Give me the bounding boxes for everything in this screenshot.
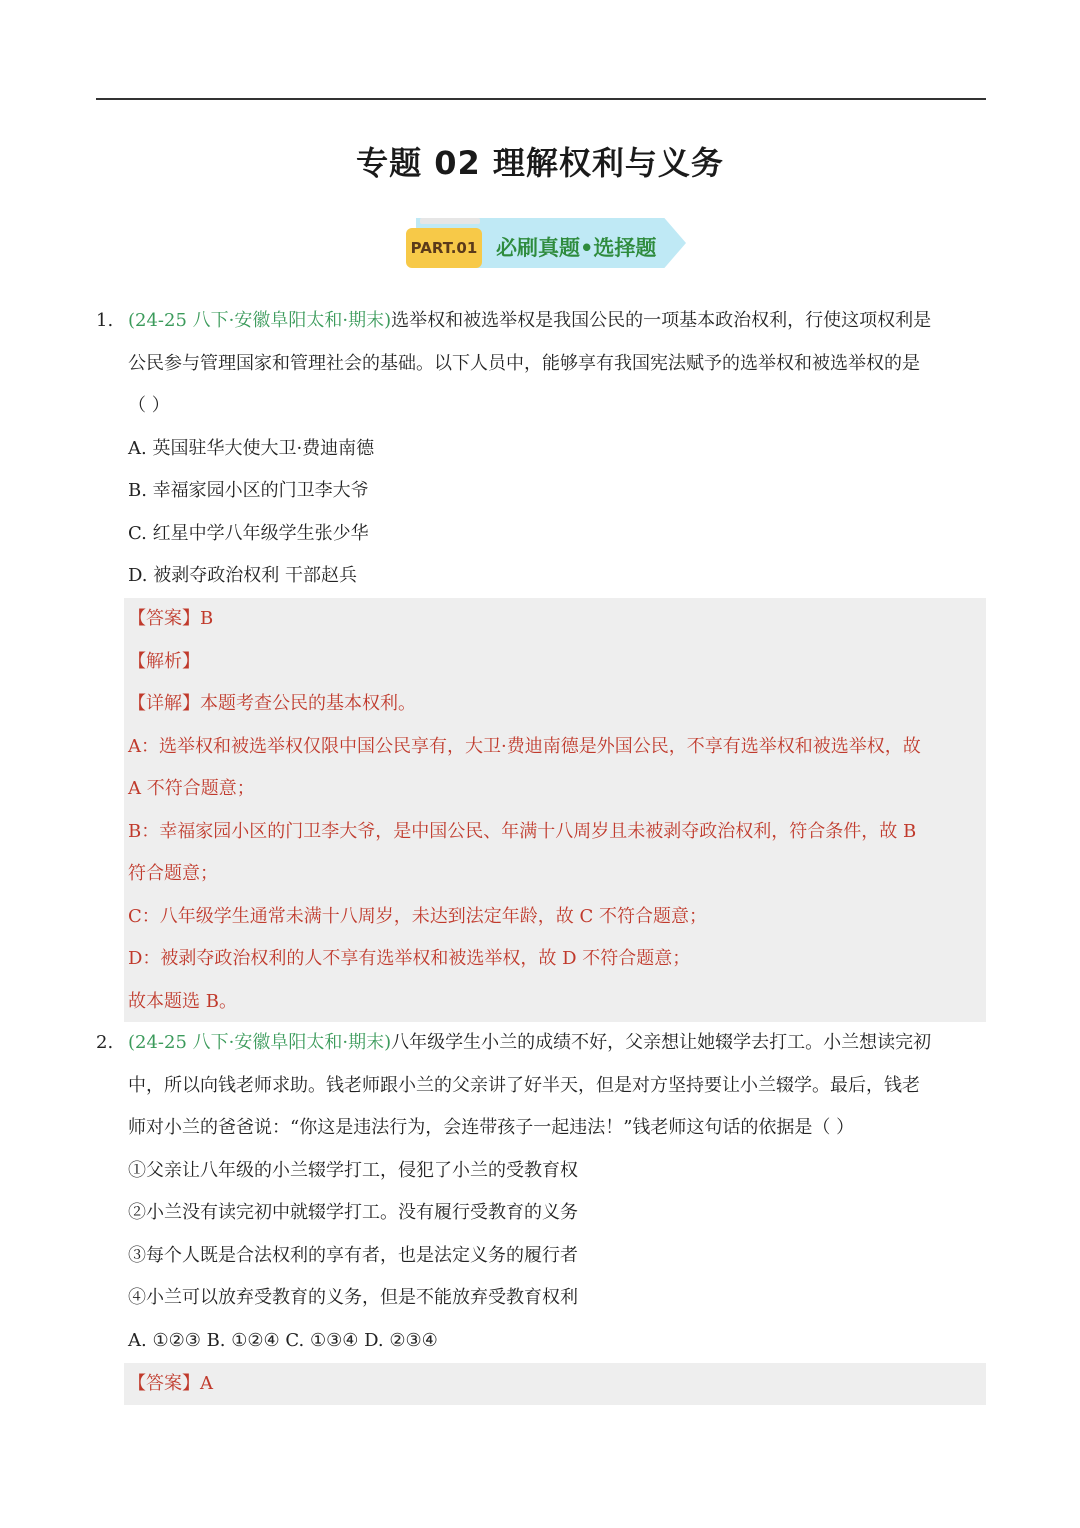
detail-line: 【详解】本题考查公民的基本权利。 — [128, 693, 416, 714]
explanation-c: C：八年级学生通常未满十八周岁，未达到法定年龄，故 C 不符合题意； — [128, 905, 707, 927]
answer-box-2 — [124, 1363, 986, 1405]
explanation-b-cont: 符合题意； — [128, 863, 218, 884]
question-stem-line: 师对小兰的爸爸说：“你这是违法行为，会连带孩子一起违法！”钱老师这句话的依据是（ ） — [128, 1117, 855, 1138]
badge-section-label: 必刷真题•选择题 — [496, 236, 657, 260]
explanation-a-cont: A 不符合题意； — [128, 778, 255, 799]
question-stem-line — [128, 300, 976, 343]
statement-3: ③每个人既是合法权利的享有者，也是法定义务的履行者 — [128, 1244, 578, 1266]
answer-choices: A. ①②③ B. ①②④ C. ①③④ D. ②③④ — [128, 1329, 438, 1351]
explanation-a: A：选举权和被选举权仅限中国公民享有，大卫·费迪南德是外国公民，不享有选举权和被选举权，故 — [128, 735, 921, 757]
question-stem-line: 公民参与管理国家和管理社会的基础。以下人员中，能够享有我国宪法赋予的选举权和被选举权的是 — [128, 352, 920, 374]
explanation-d: D：被剥夺政治权利的人不享有选举权和被选举权，故 D 不符合题意； — [128, 948, 691, 969]
answer-box-1 — [124, 598, 986, 1022]
option-a: A. 英国驻华大使大卫·费迪南德 — [128, 437, 375, 459]
question-blank: （ ） — [128, 395, 170, 416]
conclusion: 故本题选 B。 — [128, 990, 237, 1012]
badge-tab — [420, 218, 480, 224]
question-2 — [96, 1022, 976, 1362]
question-stem-line — [128, 1022, 976, 1065]
question-stem-line: 中，所以向钱老师求助。钱老师跟小兰的父亲讲了好半天，但是对方坚持要让小兰辍学。最后，钱老 — [128, 1074, 920, 1096]
question-number: 1. — [96, 310, 114, 331]
answer-label: 【答案】A — [128, 1373, 213, 1394]
stem-text: 选举权和被选举权是我国公民的一项基本政治权利，行使这项权利是 — [391, 310, 932, 331]
answer-label: 【答案】B — [128, 608, 214, 629]
header-rule — [96, 98, 986, 100]
badge-part-label: PART.01 — [406, 228, 482, 268]
statement-1: ①父亲让八年级的小兰辍学打工，侵犯了小兰的受教育权 — [128, 1159, 578, 1181]
question-source: (24-25 八下·安徽阜阳太和·期末) — [128, 1032, 392, 1053]
stem-text: 八年级学生小兰的成绩不好，父亲想让她辍学去打工。小兰想读完初 — [391, 1032, 932, 1053]
analysis-label: 【解析】 — [128, 650, 200, 672]
question-source: (24-25 八下·安徽阜阳太和·期末) — [128, 310, 392, 331]
question-1 — [96, 300, 976, 598]
section-badge — [406, 210, 706, 274]
option-b: B. 幸福家园小区的门卫李大爷 — [128, 480, 369, 501]
option-d: D. 被剥夺政治权利 干部赵兵 — [128, 565, 357, 586]
page-title: 专题 02 理解权利与义务 — [356, 144, 724, 182]
statement-4: ④小兰可以放弃受教育的义务，但是不能放弃受教育权利 — [128, 1287, 578, 1308]
explanation-b: B：幸福家园小区的门卫李大爷，是中国公民、年满十八周岁且未被剥夺政治权利，符合条件，故 B — [128, 820, 917, 842]
question-number: 2. — [96, 1032, 114, 1053]
option-c: C. 红星中学八年级学生张少华 — [128, 522, 369, 544]
statement-2: ②小兰没有读完初中就辍学打工。没有履行受教育的义务 — [128, 1202, 578, 1223]
